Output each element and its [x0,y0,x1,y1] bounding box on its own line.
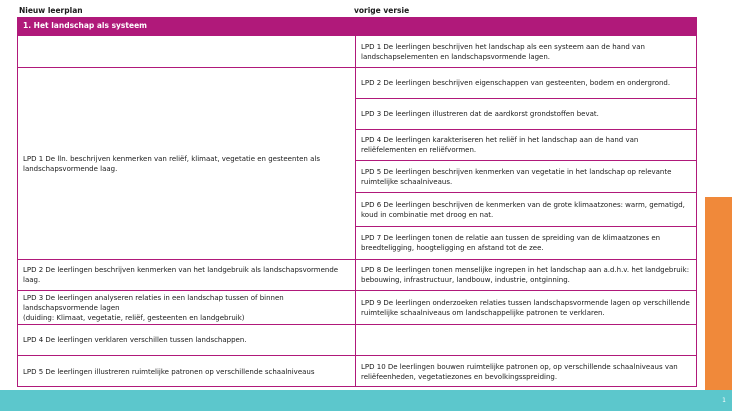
previous-version-lpd-10: LPD 10 De leerlingen bouwen ruimtelijke patronen op, op verschillende schaalniveaus van reliëfeenheden, vegetatiezones en bevolkingsspreiding. [361,362,678,381]
previous-version-lpd-8: LPD 8 De leerlingen tonen menselijke ingrepen in het landschap aan a.d.h.v. het landgebruik: bebouwing, infrastructuur, landbouw, industrie, ontginning. [361,266,690,284]
section-title-bar: 1. Het landschap als systeem [17,17,697,35]
previous-version-lpd-3: LPD 3 De leerlingen illustreren dat de aardkorst grondstoffen bevat. [361,110,599,118]
previous-version-lpd-9: LPD 9 De leerlingen onderzoeken relaties tussen landschapsvormende lagen op verschillende ruimtelijke schaalniveaus om landschappelijke patronen te verklaren. [361,298,690,317]
page-number: 1 [722,397,726,404]
previous-version-lpd-7: LPD 7 De leerlingen tonen de relatie aan tussen de spreiding van de klimaatzones en breedteligging, hoogteligging en afstand tot de zee. [361,234,661,252]
new-curriculum-lpd-1: LPD 1 De lln. beschrijven kenmerken van reliëf, klimaat, vegetatie en gesteenten als landschapsvormende laag. [23,154,320,173]
previous-version-lpd-2: LPD 2 De leerlingen beschrijven eigenschappen van gesteenten, bodem en ondergrond. [361,79,671,87]
teal-footer-band [0,390,732,411]
right-row-divider [355,324,697,325]
new-curriculum-lpd-3: LPD 3 De leerlingen analyseren relaties in een landschap tussen of binnen landschapsvormende lagen (duiding: Klimaat, vegetatie, reliëf, gesteenten en landgebruik) [23,293,284,322]
previous-version-lpd-1: LPD 1 De leerlingen beschrijven het landschap als een systeem aan de hand van landschapselementen en landschapsvormende lagen. [361,42,645,61]
column-header-previous-version: vorige versie [354,6,410,15]
previous-version-lpd-4: LPD 4 De leerlingen karakteriseren het reliëf in het landschap aan de hand van reliëfelementen en reliëfvormen. [361,136,639,154]
previous-version-lpd-6: LPD 6 De leerlingen beschrijven de kenmerken van de grote klimaatzones: warm, gematigd, koud in combinatie met droog en nat. [361,200,685,219]
new-curriculum-lpd-2: LPD 2 De leerlingen beschrijven kenmerken van het landgebruik als landschapsvormende laag. [23,266,339,284]
new-curriculum-lpd-4: LPD 4 De leerlingen verklaren verschillen tussen landschappen. [23,336,247,344]
previous-version-lpd-5: LPD 5 De leerlingen beschrijven kenmerken van vegetatie in het landschap op relevante ruimtelijke schaalniveaus. [361,167,672,186]
new-curriculum-lpd-5: LPD 5 De leerlingen illustreren ruimtelijke patronen op verschillende schaalniveaus [23,367,315,376]
column-header-new-curriculum: Nieuw leerplan [19,6,83,15]
orange-accent-block [705,197,732,390]
